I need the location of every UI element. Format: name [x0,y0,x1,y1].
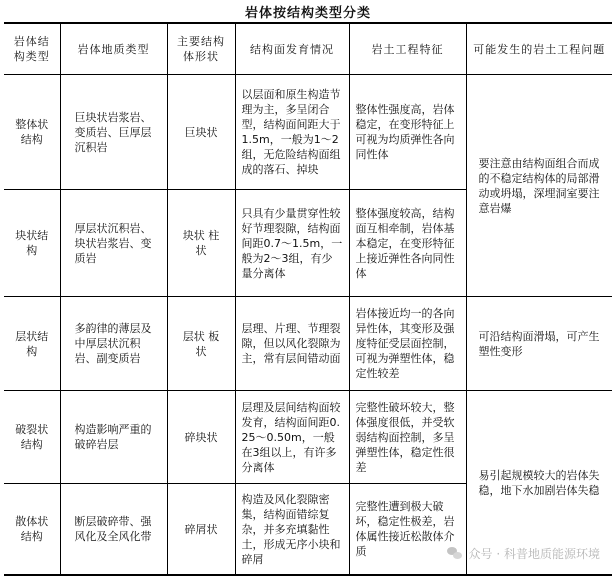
cell-structure-type: 破裂状结构 [4,391,60,484]
cell-geologic-type: 厚层状沉积岩、块状岩浆岩、变质岩 [60,190,167,297]
cell-discontinuity: 层理及层间结构面较发育，结构面间距0.25～0.50m，一般在3组以上，有许多分离体 [235,391,349,484]
cell-engineering-features: 整体性强度高，岩体稳定，在变形特征上可视为均质弹性各向同性体 [349,75,466,190]
cell-block-shape: 块状 柱状 [167,190,235,297]
cell-geologic-type: 断层破碎带、强风化及全风化带 [60,484,167,576]
watermark [447,545,600,562]
header-structure-type: 岩体结构类型 [4,23,60,75]
table-row [4,391,612,484]
header-row [4,23,612,75]
table-title: 岩体按结构类型分类 [244,6,371,21]
cell-engineering-features: 整体强度较高，结构面互相牵制，岩体基本稳定，在变形特征上接近弹性各向同性体 [349,190,466,297]
cell-discontinuity: 构造及风化裂隙密集，结构面错综复杂，并多充填黏性土，形成无序小块和碎屑 [235,484,349,576]
header-discontinuity: 结构面发育情况 [235,23,349,75]
cell-possible-problems: 要注意由结构面组合而成的不稳定结构体的局部滑动或坍塌，深埋洞室要注意岩爆 [466,75,612,297]
cell-possible-problems: 可沿结构面滑塌，可产生塑性变形 [466,297,612,391]
wechat-logo-icon [447,547,463,561]
cell-engineering-features: 完整性破坏较大，整体强度很低，并受软弱结构面控制，多呈弹塑性体，稳定性很差 [349,391,466,484]
cell-block-shape: 层状 板状 [167,297,235,391]
header-engineering-features: 岩土工程特征 [349,23,466,75]
cell-possible-problems: 易引起规模较大的岩体失稳，地下水加剧岩体失稳 [466,391,612,576]
cell-structure-type: 层状结构 [4,297,60,391]
header-block-shape: 主要结构体形状 [167,23,235,75]
header-geologic-type: 岩体地质类型 [60,23,167,75]
cell-geologic-type: 构造影响严重的破碎岩层 [60,391,167,484]
cell-structure-type: 散体状结构 [4,484,60,576]
watermark-text: 众号 · 科普地质能源环境 [468,547,600,561]
cell-structure-type: 块状结构 [4,190,60,297]
table-row [4,75,612,190]
cell-geologic-type: 巨块状岩浆岩、变质岩、巨厚层沉积岩 [60,75,167,190]
cell-engineering-features: 岩体接近均一的各向异性体，其变形及强度特征受层面控制，可视为弹塑性体，稳定性较差 [349,297,466,391]
header-possible-problems: 可能发生的岩土工程问题 [466,23,612,75]
cell-discontinuity: 只具有少量贯穿性较好节理裂隙，结构面间距0.7～1.5m，一般为2～3组，有少量分离体 [235,190,349,297]
cell-structure-type: 整体状结构 [4,75,60,190]
cell-block-shape: 碎块状 [167,391,235,484]
cell-discontinuity: 以层面和原生构造节理为主，多呈闭合型，结构面间距大于1.5m，一般为1～2组，无危险结构面组成的落石、掉块 [235,75,349,190]
cell-block-shape: 碎屑状 [167,484,235,576]
cell-block-shape: 巨块状 [167,75,235,190]
cell-discontinuity: 层理、片理、节理裂隙，但以风化裂隙为主，常有层间错动面 [235,297,349,391]
table-row [4,297,612,391]
cell-geologic-type: 多韵律的薄层及中厚层状沉积岩、副变质岩 [60,297,167,391]
cell-engineering-features: 完整性遭到极大破坏，稳定性极差，岩体属性接近松散体介质 [349,484,466,576]
rock-structure-table [4,22,612,576]
